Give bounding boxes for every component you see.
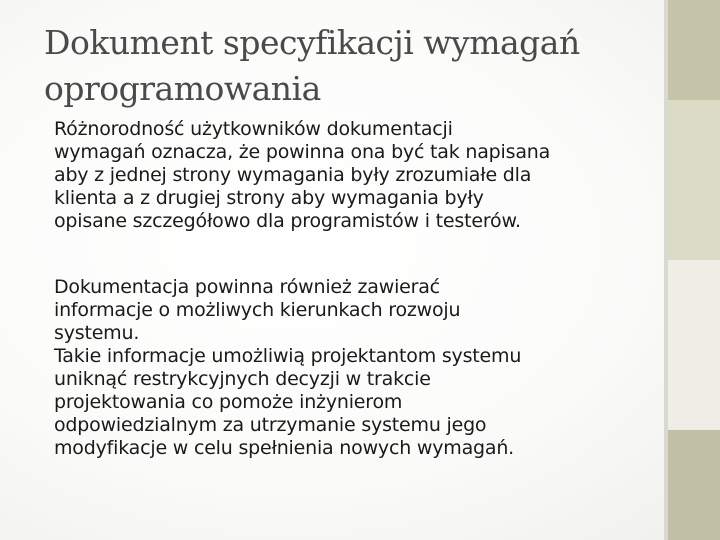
text-line: Dokumentacja powinna również zawierać	[54, 276, 440, 298]
sidebar-stripe	[668, 0, 720, 100]
text-line: uniknąć restrykcyjnych decyzji w trakcie	[54, 368, 431, 390]
text-line: modyfikacje w celu spełnienia nowych wymagań.	[54, 437, 515, 459]
text-line: systemu.	[54, 322, 140, 344]
title-line: oprogramowania	[44, 69, 321, 108]
text-line: klienta a z drugiej strony aby wymagania były	[54, 187, 484, 209]
text-line: opisane szczegółowo dla programistów i testerów.	[54, 210, 521, 232]
text-line: wymagań oznacza, że powinna ona być tak napisana	[54, 141, 551, 163]
text-line: odpowiedzialnym za utrzymanie systemu jego	[54, 414, 487, 436]
text-line: informacje o możliwych kierunkach rozwoju	[54, 299, 461, 321]
sidebar-stripe	[668, 100, 720, 260]
text-line: Takie informacje umożliwią projektantom systemu	[54, 345, 522, 367]
sidebar-stripe	[668, 260, 720, 430]
slide-title	[44, 20, 644, 112]
decorative-sidebar	[668, 0, 720, 540]
text-line: Różnorodność użytkowników dokumentacji	[54, 118, 453, 140]
paragraph-diversity	[54, 118, 654, 233]
text-line: projektowania co pomoże inżynierom	[54, 391, 403, 413]
text-line: aby z jednej strony wymagania były zrozumiałe dla	[54, 164, 532, 186]
sidebar-stripe	[668, 430, 720, 540]
paragraph-future-directions	[54, 276, 654, 460]
title-line: Dokument specyfikacji wymagań	[44, 23, 580, 62]
